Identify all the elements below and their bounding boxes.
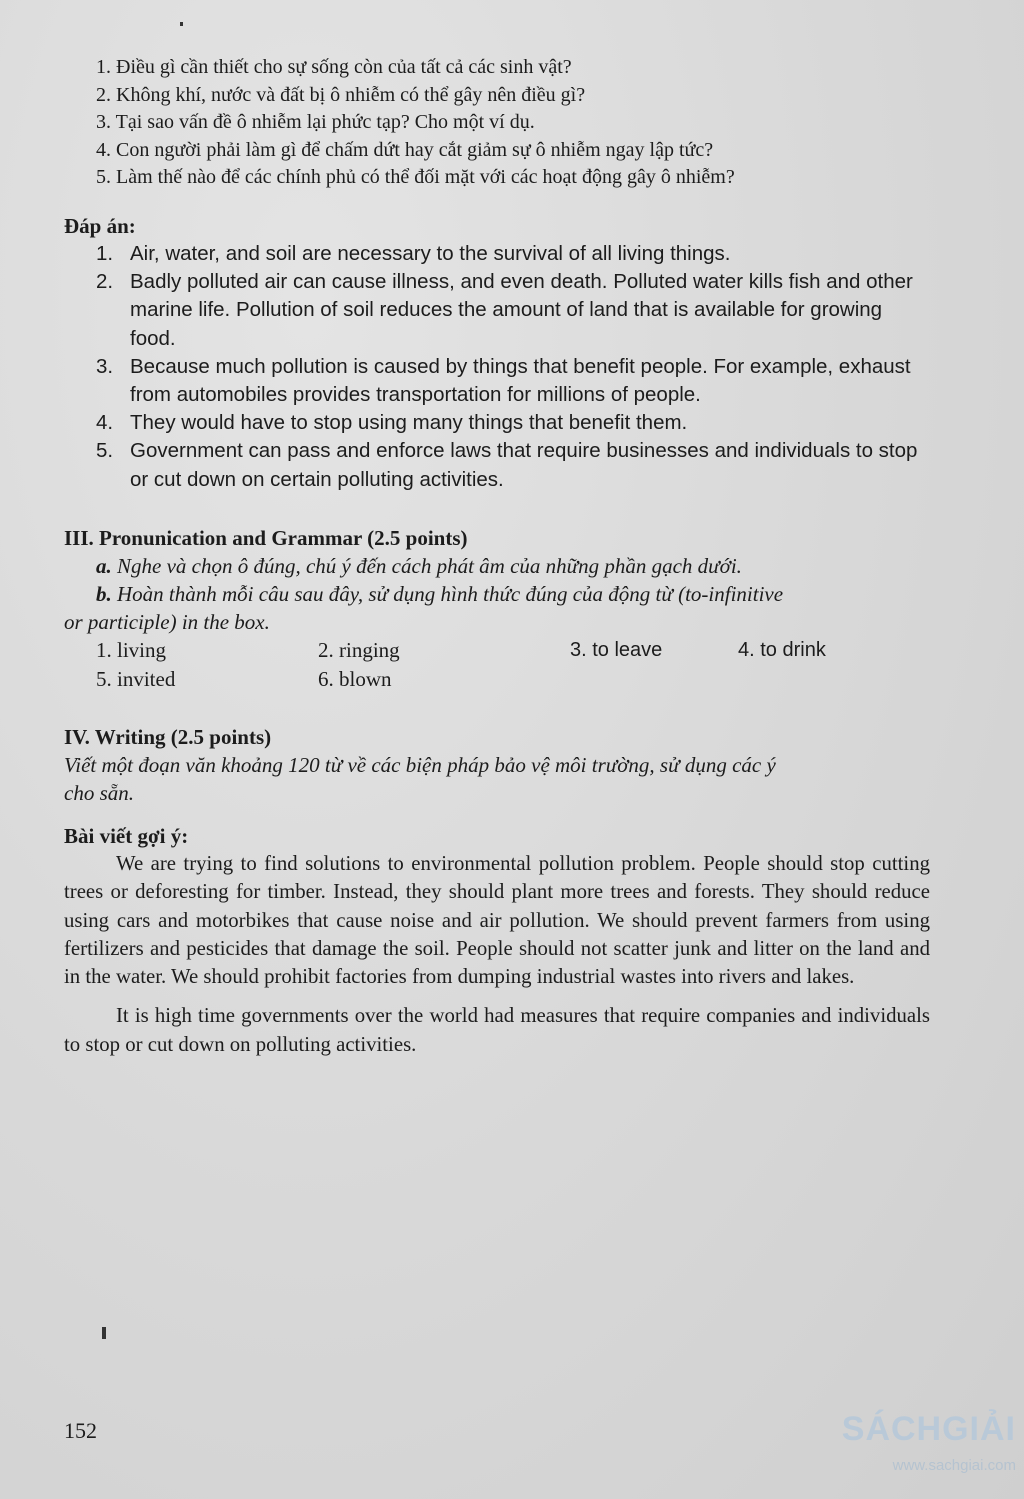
answer-list — [96, 240, 932, 494]
instruction-a — [64, 552, 932, 580]
sample-essay — [64, 850, 930, 1059]
answer-item — [96, 409, 932, 437]
writing-prompt-line-1: Viết một đoạn văn khoảng 120 từ về các biện pháp bảo vệ môi trường, sử dụng các ý — [64, 753, 776, 777]
grammar-answer: 6. blown — [318, 666, 392, 691]
instruction-b-label: b. — [96, 582, 112, 606]
essay-paragraph: It is high time governments over the world had measures that require companies and individuals to stop or cut down on polluting activities. — [64, 1004, 930, 1056]
grammar-answer: 2. ringing — [318, 638, 400, 662]
answer-text: Because much pollution is caused by things that benefit people. For example, exhaust from automobiles provides transportation for millions of people. — [130, 354, 911, 407]
question-item: 1. Điều gì cần thiết cho sự sống còn của tất cả các sinh vật? — [96, 56, 572, 78]
page-number: 152 — [64, 1418, 97, 1443]
watermark-url: www.sachgiai.com — [892, 1457, 1016, 1474]
answers-heading: Đáp án: — [64, 214, 136, 238]
scan-speck — [180, 22, 183, 26]
grammar-answer: 5. invited — [96, 666, 176, 691]
section-4 — [64, 723, 932, 807]
answer-number: 5. — [96, 439, 114, 463]
watermark-logo-text: SÁCHGIẢI — [841, 1410, 1016, 1448]
instruction-b-text: Hoàn thành mỗi câu sau đây, sử dụng hình thức đúng của động từ (to-infinitive — [117, 582, 784, 606]
instruction-a-label: a. — [96, 554, 112, 578]
answer-number: 1. — [96, 242, 114, 265]
question-item: 5. Làm thế nào để các chính phủ có thể đối mặt với các hoạt động gây ô nhiễm? — [96, 166, 735, 188]
scan-speck — [102, 1327, 106, 1339]
answer-number: 3. — [96, 354, 114, 378]
grammar-answer: 1. living — [96, 638, 167, 662]
answer-text: They would have to stop using many things that benefit them. — [130, 411, 688, 435]
grammar-answer: 4. to drink — [738, 639, 826, 661]
grammar-answers — [96, 636, 896, 693]
answer-text: Government can pass and enforce laws that require businesses and individuals to stop or cut down on certain polluting activities. — [130, 439, 918, 491]
watermark-logo — [842, 1410, 1016, 1474]
answer-item — [96, 240, 932, 268]
answer-text: Badly polluted air can cause illness, and even death. Polluted water kills fish and other marine life. Pollution of soil reduces the amount of land that is available for growing food. — [130, 270, 913, 350]
section-3 — [64, 524, 932, 636]
answer-item — [96, 437, 932, 493]
answer-number: 2. — [96, 270, 114, 294]
instruction-a-text: Nghe và chọn ô đúng, chú ý đến cách phát âm của những phần gạch dưới. — [117, 554, 742, 578]
sample-essay-heading: Bài viết gợi ý: — [64, 824, 189, 848]
essay-paragraph: We are trying to find solutions to environmental pollution problem. People should stop cutting trees or deforesting for timber. Instead, they should plant more trees and forests. They should reduce using cars and motorbikes that cause noise and air pollution. We should prevent farmers from using fertilizers and pesticides that damage the soil. People should not scatter junk and litter on the land and in the water. We should prohibit factories from dumping industrial wastes into rivers and lakes. — [64, 852, 930, 989]
question-item: 4. Con người phải làm gì để chấm dứt hay cắt giảm sự ô nhiễm ngay lập tức? — [96, 138, 714, 161]
answer-number: 4. — [96, 411, 114, 435]
instruction-b-continued: or participle) in the box. — [64, 610, 270, 634]
question-item: 2. Không khí, nước và đất bị ô nhiễm có thể gây nên điều gì? — [96, 83, 586, 106]
section-4-heading: IV. Writing (2.5 points) — [64, 725, 272, 749]
answer-text: Air, water, and soil are necessary to the survival of all living things. — [130, 242, 731, 265]
answer-item — [96, 353, 932, 409]
instruction-b — [64, 580, 932, 608]
answer-item — [96, 268, 932, 353]
question-list — [96, 54, 964, 192]
writing-prompt-line-2: cho sẵn. — [64, 781, 134, 805]
section-3-heading: III. Pronunication and Grammar (2.5 points) — [64, 526, 468, 550]
question-item: 3. Tại sao vấn đề ô nhiễm lại phức tạp? Cho một ví dụ. — [96, 111, 535, 133]
grammar-answer: 3. to leave — [570, 639, 663, 661]
